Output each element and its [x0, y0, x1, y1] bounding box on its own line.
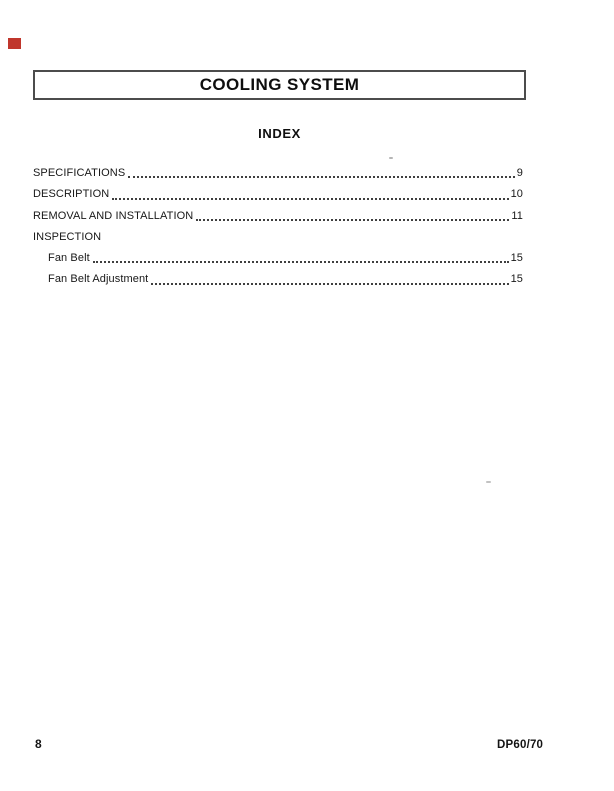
section-title-box [33, 70, 526, 100]
toc-entry-label: Fan Belt [48, 252, 90, 265]
toc-leader-dots [128, 176, 515, 178]
toc-page-number: 11 [511, 209, 523, 222]
section-title: COOLING SYSTEM [199, 75, 360, 94]
toc-row [33, 248, 523, 269]
toc-row [33, 184, 523, 205]
toc-leader-dots [151, 283, 508, 285]
index-heading: INDEX [258, 126, 301, 141]
toc-leader-dots [112, 198, 508, 200]
toc-entry-label: Fan Belt Adjustment [48, 273, 149, 286]
toc-leader-dots [93, 261, 509, 263]
footer-page-number: 8 [35, 737, 42, 751]
toc-page-number: 15 [510, 252, 523, 265]
toc-row [33, 206, 523, 227]
toc-list [33, 163, 523, 291]
red-scan-mark [8, 38, 21, 49]
footer-model-code: DP60/70 [497, 739, 544, 751]
toc-row [33, 269, 523, 290]
toc-row [33, 163, 523, 184]
toc-page-number: 10 [510, 188, 523, 201]
scan-speck [486, 481, 491, 483]
toc-entry-label: INSPECTION [33, 230, 102, 243]
toc-leader-dots [196, 219, 509, 221]
toc-row [33, 227, 523, 248]
toc-entry-label: REMOVAL AND INSTALLATION [33, 209, 194, 222]
toc-entry-label: SPECIFICATIONS [33, 167, 126, 179]
toc-page-number: 9 [516, 167, 523, 179]
toc-entry-label: DESCRIPTION [33, 188, 110, 201]
scan-speck [389, 157, 393, 159]
toc-page-number: 15 [510, 273, 523, 286]
